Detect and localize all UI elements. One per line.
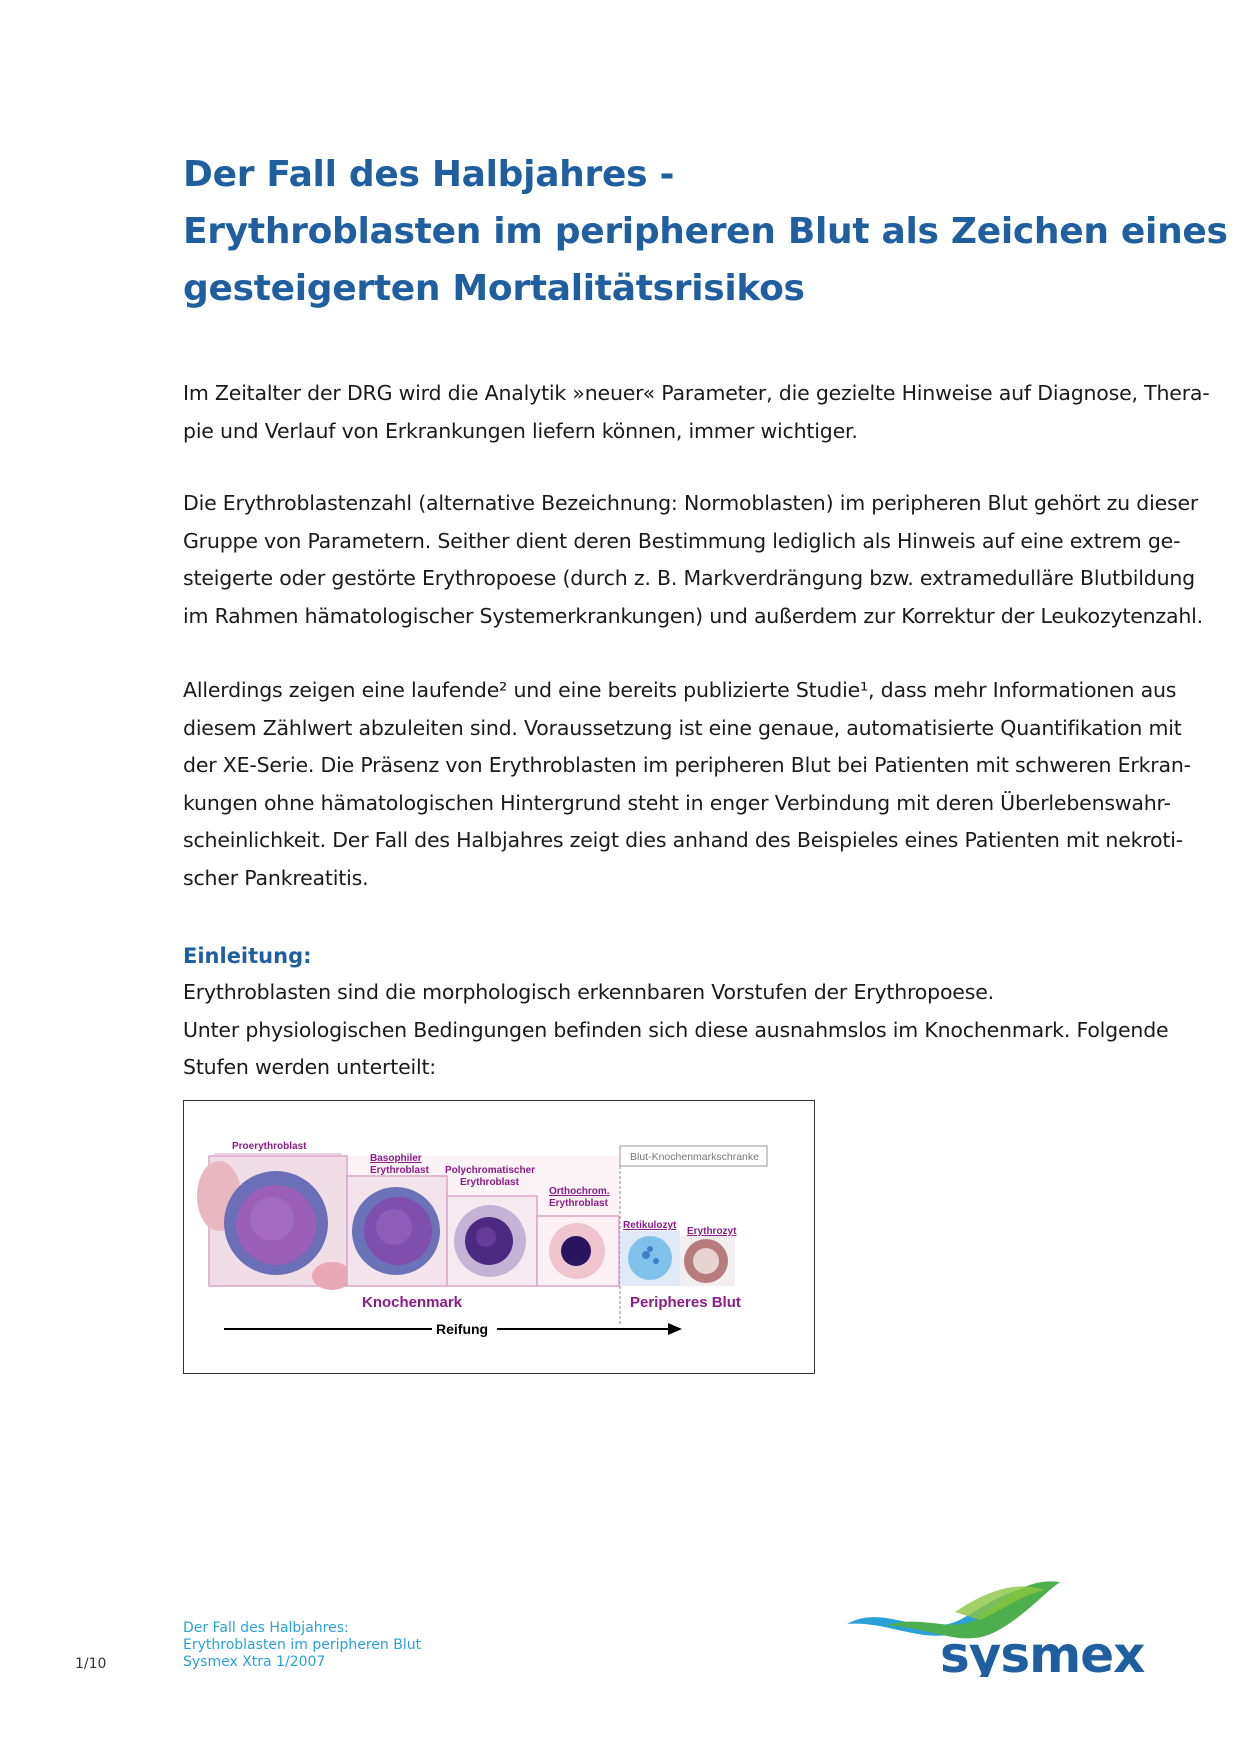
title-line-1: Der Fall des Halbjahres - xyxy=(183,154,675,195)
footer-citation xyxy=(183,1620,421,1671)
text-line: Stufen werden unterteilt: xyxy=(183,1055,437,1079)
erythropoiesis-diagram xyxy=(184,1101,814,1373)
label-orthochrom-2: Erythroblast xyxy=(549,1198,608,1209)
sysmex-logo-icon xyxy=(845,1572,1155,1677)
text-line: scheinlichkeit. Der Fall des Halbjahres zeigt dies anhand des Beispieles eines Patienten mit nekroti- xyxy=(183,828,1183,852)
text-line: scher Pankreatitis. xyxy=(183,865,369,890)
erythrocyte-center xyxy=(693,1248,719,1274)
label-basophiler-1: Basophiler xyxy=(370,1153,422,1164)
page-number: 1/10 xyxy=(75,1656,107,1672)
arrow-head-icon xyxy=(668,1323,682,1335)
intro-paragraph xyxy=(183,375,1210,450)
footer-line-2: Erythroblasten im peripheren Blut xyxy=(183,1637,422,1653)
text-line: der XE-Serie. Die Präsenz von Erythroblasten im peripheren Blut bei Patienten mit schweren Erkran- xyxy=(183,753,1191,777)
reticulum-dot xyxy=(647,1246,653,1252)
study-paragraph xyxy=(183,672,1191,897)
label-basophiler-2: Erythroblast xyxy=(370,1165,429,1176)
document-title xyxy=(183,146,1228,317)
text-line: Gruppe von Parametern. Seither dient deren Bestimmung lediglich als Hinweis auf eine extrem ge- xyxy=(183,528,1181,553)
nucleus-texture xyxy=(376,1209,412,1245)
barrier-label: Blut-Knochenmarkschranke xyxy=(630,1151,759,1163)
title-line-3: gesteigerten Mortalitätsrisikos xyxy=(183,268,805,309)
sysmex-logo xyxy=(845,1572,1155,1677)
label-erythrozyt: Erythrozyt xyxy=(687,1226,737,1237)
reticulum-dot xyxy=(642,1251,650,1259)
label-reifung: Reifung xyxy=(436,1321,489,1337)
text-line: im Rahmen hämatologischer Systemerkrankungen) und außerdem zur Korrektur der Leukozytenzahl. xyxy=(183,603,1203,628)
text-line: Die Erythroblastenzahl (alternative Bezeichnung: Normoblasten) im peripheren Blut gehört zu dieser xyxy=(183,491,1199,515)
label-polychrom-2: Erythroblast xyxy=(460,1177,519,1188)
label-orthochrom-1: Orthochrom. xyxy=(549,1186,610,1197)
erythropoiesis-figure xyxy=(183,1100,815,1374)
orthochromatic-nucleus xyxy=(561,1236,591,1266)
text-line: steigerte oder gestörte Erythropoese (durch z. B. Markverdrängung bzw. extramedulläre Blutbildung xyxy=(183,566,1195,590)
text-line: Allerdings zeigen eine laufende² und eine bereits publizierte Studie¹, dass mehr Informationen aus xyxy=(183,678,1177,702)
label-knochenmark: Knochenmark xyxy=(362,1294,463,1311)
footer-line-3: Sysmex Xtra 1/2007 xyxy=(183,1654,326,1670)
label-polychrom-1: Polychromatischer xyxy=(445,1165,536,1176)
logo-text: sysmex xyxy=(940,1626,1145,1677)
text-line: Im Zeitalter der DRG wird die Analytik »neuer« Parameter, die gezielte Hinweise auf Diagnose, Thera- xyxy=(183,381,1210,405)
reticulocyte-cell xyxy=(628,1236,672,1280)
label-proerythroblast: Proerythroblast xyxy=(232,1141,307,1152)
text-line: pie und Verlauf von Erkrankungen liefern können, immer wichtiger. xyxy=(183,418,858,443)
rbc-shape xyxy=(312,1262,352,1290)
text-line: Unter physiologischen Bedingungen befinden sich diese ausnahmslos im Knochenmark. Folgende xyxy=(183,1017,1169,1042)
footer-line-1: Der Fall des Halbjahres: xyxy=(183,1620,349,1636)
label-peripheres-blut: Peripheres Blut xyxy=(630,1294,741,1311)
nucleus-texture xyxy=(476,1227,496,1247)
title-line-2: Erythroblasten im peripheren Blut als Zeichen eines xyxy=(183,211,1228,252)
nucleus-texture xyxy=(250,1197,294,1241)
erythroblast-count-paragraph xyxy=(183,485,1203,635)
text-line: diesem Zählwert abzuleiten sind. Voraussetzung ist eine genaue, automatisierte Quantifikation mit xyxy=(183,715,1182,740)
text-line: Erythroblasten sind die morphologisch erkennbaren Vorstufen der Erythropoese. xyxy=(183,980,994,1004)
label-retikulozyt: Retikulozyt xyxy=(623,1220,677,1231)
einleitung-paragraph xyxy=(183,974,1173,1087)
reticulum-dot xyxy=(653,1258,659,1264)
text-line: kungen ohne hämatologischen Hintergrund steht in enger Verbindung mit deren Überlebenswahr- xyxy=(183,790,1171,815)
section-heading-einleitung: Einleitung: xyxy=(183,944,312,968)
